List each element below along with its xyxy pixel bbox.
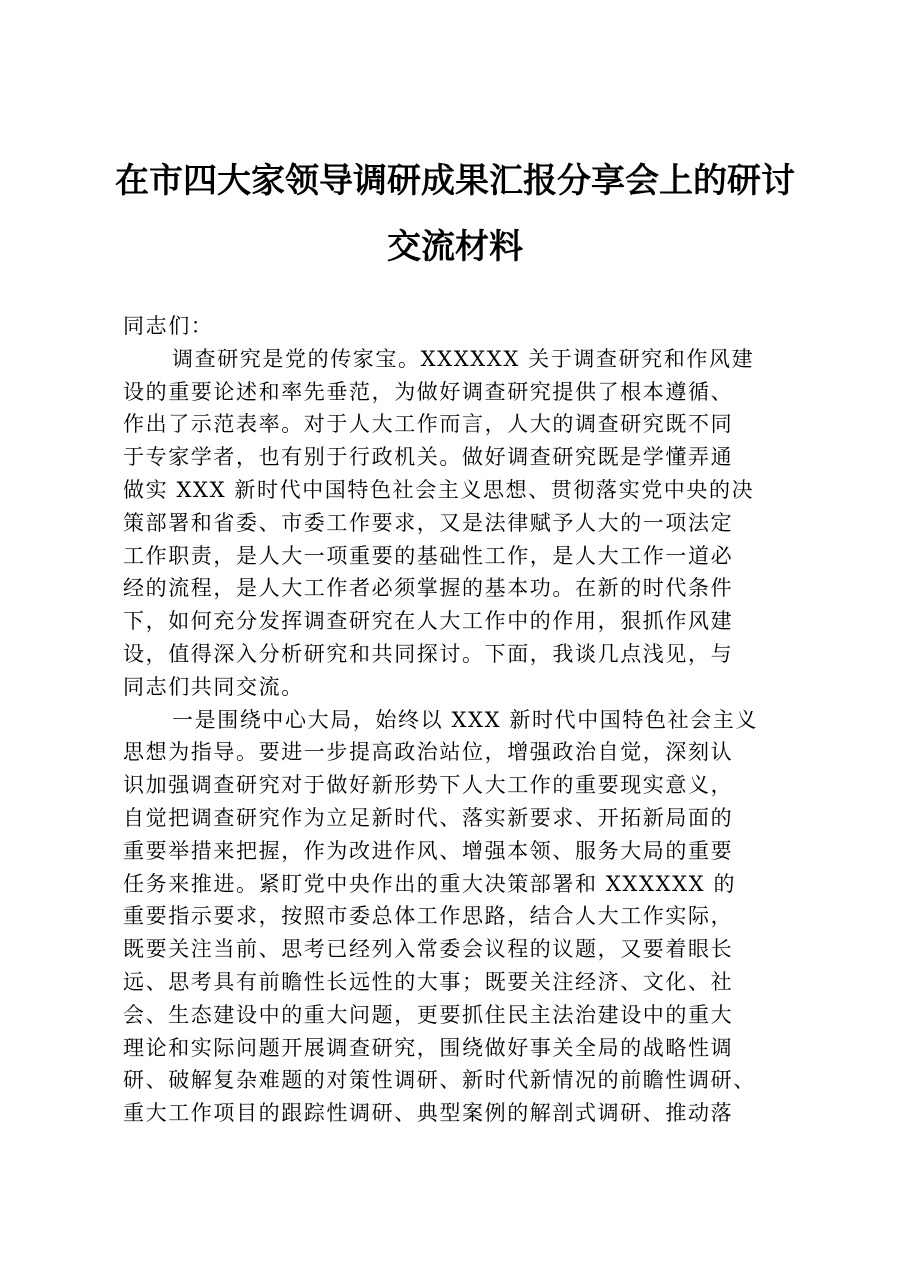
paragraph-line: 远、思考具有前瞻性长远性的大事；既要关注经济、文化、社 [123, 969, 734, 994]
paragraph-line: 调查研究是党的传家宝。XXXXXX 关于调查研究和作风建 [172, 346, 755, 371]
paragraph-line: 研、破解复杂难题的对策性调研、新时代新情况的前瞻性调研、 [123, 1068, 756, 1093]
paragraph-line: 于专家学者，也有别于行政机关。做好调查研究既是学懂弄通 [123, 445, 734, 470]
paragraph-1 [123, 343, 803, 704]
paragraph-line: 思想为指导。要进一步提高政治站位，增强政治自觉，深刻认 [123, 740, 734, 765]
paragraph-line: 设的重要论述和率先垂范，为做好调查研究提供了根本遵循、 [123, 379, 734, 404]
paragraph-line: 策部署和省委、市委工作要求，又是法律赋予人大的一项法定 [123, 510, 734, 535]
paragraph-line: 经的流程，是人大工作者必须掌握的基本功。在新的时代条件 [123, 576, 734, 601]
paragraph-line: 作出了示范表率。对于人大工作而言，人大的调查研究既不同 [123, 412, 734, 437]
paragraph-line: 重大工作项目的跟踪性调研、典型案例的解剖式调研、推动落 [123, 1101, 734, 1126]
paragraph-line: 既要关注当前、思考已经列入常委会议程的议题，又要着眼长 [123, 937, 734, 962]
document-title-line-1: 在市四大家领导调研成果汇报分享会上的研讨 [115, 161, 795, 201]
paragraph-line: 识加强调查研究对于做好新形势下人大工作的重要现实意义， [123, 773, 734, 798]
salutation: 同志们： [123, 314, 214, 338]
document-title-line-2: 交流材料 [387, 227, 523, 267]
paragraph-line: 会、生态建设中的重大问题，更要抓住民主法治建设中的重大 [123, 1002, 734, 1027]
paragraph-line: 同志们共同交流。 [123, 674, 304, 699]
paragraph-line: 重要举措来把握，作为改进作风、增强本领、服务大局的重要 [123, 838, 734, 863]
paragraph-line: 做实 XXX 新时代中国特色社会主义思想、贯彻落实党中央的决 [123, 477, 755, 502]
document-body [123, 310, 803, 1130]
paragraph-line: 任务来推进。紧盯党中央作出的重大决策部署和 XXXXXX 的 [123, 871, 737, 896]
paragraph-line: 重要指示要求，按照市委总体工作思路，结合人大工作实际， [123, 904, 734, 929]
paragraph-line: 一是围绕中心大局，始终以 XXX 新时代中国特色社会主义 [172, 707, 758, 732]
paragraph-line: 工作职责，是人大一项重要的基础性工作，是人大工作一道必 [123, 543, 734, 568]
paragraph-2 [123, 704, 803, 1130]
paragraph-line: 理论和实际问题开展调查研究，围绕做好事关全局的战略性调 [123, 1035, 734, 1060]
paragraph-line: 自觉把调查研究作为立足新时代、落实新要求、开拓新局面的 [123, 805, 734, 830]
paragraph-line: 下，如何充分发挥调查研究在人大工作中的作用，狠抓作风建 [123, 609, 734, 634]
paragraph-line: 设，值得深入分析研究和共同探讨。下面，我谈几点浅见，与 [123, 641, 734, 666]
